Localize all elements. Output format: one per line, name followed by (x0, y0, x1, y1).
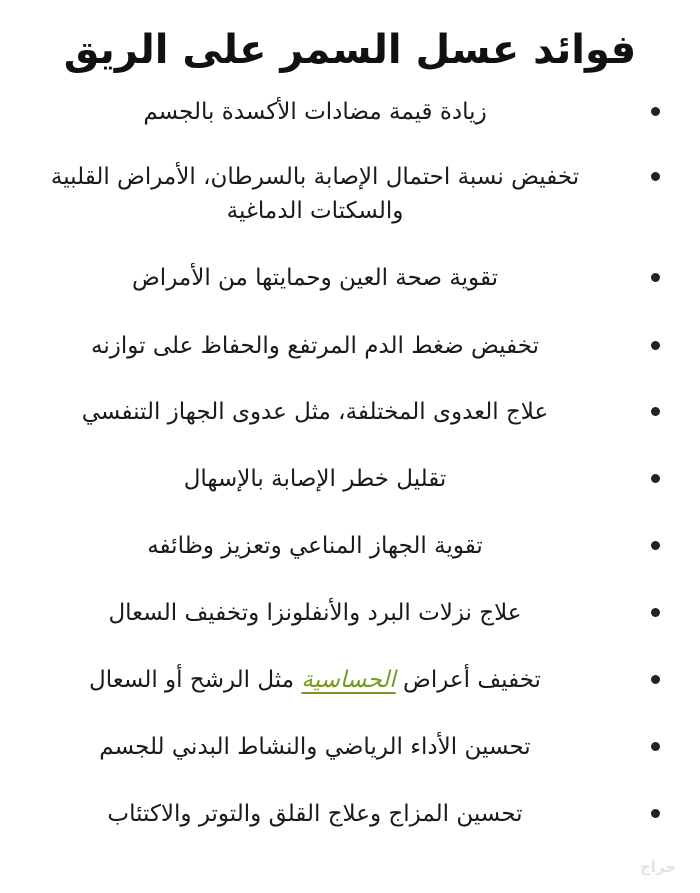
bullet-icon (651, 742, 660, 751)
list-item (40, 95, 660, 129)
watermark-logo: حراج (640, 858, 677, 876)
list-item-text: علاج نزلات البرد والأنفلونزا وتخفيف السعال (108, 600, 522, 626)
bullet-icon (651, 107, 660, 116)
list-item-text: تخفيض نسبة احتمال الإصابة بالسرطان، الأمراض القلبية والسكتات الدماغية (50, 164, 580, 224)
bullet-icon (651, 675, 660, 684)
list-item-text: علاج العدوى المختلفة، مثل عدوى الجهاز التنفسي (81, 399, 549, 425)
bullet-icon (651, 341, 660, 350)
bullet-icon (651, 407, 660, 416)
list-item-text: زيادة قيمة مضادات الأكسدة بالجسم (143, 99, 487, 125)
bullet-icon (651, 809, 660, 818)
list-item (40, 596, 660, 630)
list-item-text-before: تخفيف أعراض (395, 667, 541, 693)
list-item (40, 529, 660, 563)
bullet-icon (651, 172, 660, 181)
list-item (40, 797, 660, 831)
list-item (40, 663, 660, 697)
list-item-text: تخفيض ضغط الدم المرتفع والحفاظ على توازنه (91, 333, 539, 359)
list-item-text: تحسين المزاج وعلاج القلق والتوتر والاكتئاب (107, 801, 523, 827)
list-item-text (40, 663, 590, 697)
bullet-icon (651, 273, 660, 282)
list-item-text: تحسين الأداء الرياضي والنشاط البدني للجسم (99, 734, 531, 760)
list-item (40, 160, 660, 228)
list-item-text: تقليل خطر الإصابة بالإسهال (183, 466, 447, 492)
page-title: فوائد عسل السمر على الريق (63, 27, 637, 73)
bullet-icon (651, 541, 660, 550)
bullet-icon (651, 474, 660, 483)
list-item (40, 329, 660, 363)
allergy-link[interactable]: الحساسية (301, 667, 396, 693)
list-item-text: تقوية الجهاز المناعي وتعزيز وظائفه (147, 533, 483, 559)
bullet-icon (651, 608, 660, 617)
list-item-text: تقوية صحة العين وحمايتها من الأمراض (132, 265, 498, 291)
list-item (40, 730, 660, 764)
list-item-text-after: مثل الرشح أو السعال (89, 667, 302, 693)
list-item (40, 462, 660, 496)
list-item (40, 261, 660, 295)
list-item (40, 395, 660, 429)
